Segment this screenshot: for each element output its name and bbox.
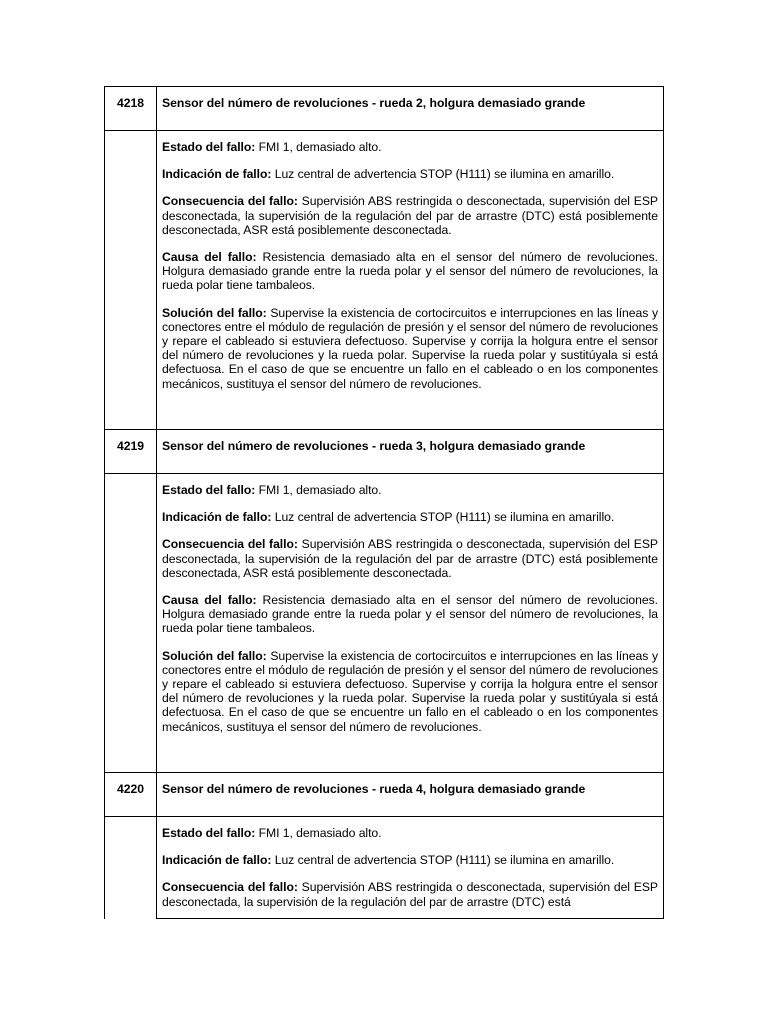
fault-status-text: FMI 1, demasiado alto. xyxy=(255,826,382,840)
fault-detail-row xyxy=(105,817,664,919)
fault-status xyxy=(162,483,658,497)
fault-indication-label: Indicación de fallo: xyxy=(162,853,272,868)
fault-indication-text: Luz central de advertencia STOP (H111) se ilumina en amarillo. xyxy=(271,510,615,525)
fault-cause-label: Causa del fallo: xyxy=(162,250,257,265)
fault-code: 4218 xyxy=(105,87,157,131)
fault-consequence xyxy=(162,194,658,237)
fault-indication-text: Luz central de advertencia STOP (H111) se ilumina en amarillo. xyxy=(271,853,615,868)
fault-status-text: FMI 1, demasiado alto. xyxy=(255,140,382,154)
code-column-spacer xyxy=(105,817,157,919)
fault-detail-row xyxy=(105,131,664,430)
fault-indication-label: Indicación de fallo: xyxy=(162,167,272,182)
fault-cause-label: Causa del fallo: xyxy=(162,593,257,608)
fault-header-row xyxy=(105,87,664,131)
fault-status-text: FMI 1, demasiado alto. xyxy=(255,483,382,497)
fault-solution xyxy=(162,306,658,391)
fault-solution-label: Solución del fallo: xyxy=(162,305,267,320)
fault-cause xyxy=(162,250,658,293)
fault-consequence-text: Supervisión ABS restringida o desconectada, supervisión del ESP desconectada, la supervisión de la regulación del par de arrastre (DTC) está posiblemente desconectada, ASR está posiblemente desconectada. xyxy=(162,537,658,580)
fault-consequence xyxy=(162,880,658,908)
fault-cause-text: Resistencia demasiado alta en el sensor del número de revoluciones. Holgura demasiado grande entre la rueda polar y el sensor del número de revoluciones, la rueda polar tiene tambaleos. xyxy=(162,250,658,293)
fault-indication-text: Luz central de advertencia STOP (H111) se ilumina en amarillo. xyxy=(271,167,615,182)
code-column-spacer xyxy=(105,131,157,430)
fault-header-row xyxy=(105,430,664,474)
fault-title: Sensor del número de revoluciones - rueda 3, holgura demasiado grande xyxy=(157,430,664,474)
fault-cause xyxy=(162,593,658,636)
fault-consequence-label: Consecuencia del fallo: xyxy=(162,880,298,895)
fault-consequence-text: Supervisión ABS restringida o desconectada, supervisión del ESP desconectada, la supervisión de la regulación del par de arrastre (DTC) está posiblemente desconectada, ASR está posiblemente desconectada. xyxy=(162,194,658,237)
fault-status-label: Estado del fallo: xyxy=(162,826,256,840)
fault-title: Sensor del número de revoluciones - rueda 4, holgura demasiado grande xyxy=(157,773,664,817)
fault-consequence xyxy=(162,537,658,580)
code-column-spacer xyxy=(105,474,157,773)
fault-details xyxy=(157,131,664,430)
fault-status-label: Estado del fallo: xyxy=(162,483,256,497)
fault-details xyxy=(157,474,664,773)
fault-code: 4219 xyxy=(105,430,157,474)
fault-status xyxy=(162,826,658,840)
fault-status-label: Estado del fallo: xyxy=(162,140,256,154)
fault-header-row xyxy=(105,773,664,817)
fault-details xyxy=(157,817,664,919)
fault-code: 4220 xyxy=(105,773,157,817)
fault-code-table xyxy=(104,86,664,919)
fault-solution-label: Solución del fallo: xyxy=(162,648,267,663)
fault-indication xyxy=(162,167,658,181)
fault-indication xyxy=(162,510,658,524)
fault-solution-text: Supervise la existencia de cortocircuitos e interrupciones en las líneas y conectores entre el módulo de regulación de presión y el sensor del número de revoluciones y repare el cableado si estuviera defectuoso. Supervise y corrija la holgura entre el sensor del número de revoluciones y la rueda polar. Supervise la rueda polar y sustitúyala si está defectuosa. En el caso de que se encuentre un fallo en el cableado o en los componentes mecánicos, sustituya el sensor del número de revoluciones. xyxy=(162,648,658,734)
fault-title: Sensor del número de revoluciones - rueda 2, holgura demasiado grande xyxy=(157,87,664,131)
fault-detail-row xyxy=(105,474,664,773)
fault-consequence-text: Supervisión ABS restringida o desconectada, supervisión del ESP desconectada, la supervisión de la regulación del par de arrastre (DTC) está xyxy=(162,880,658,909)
fault-consequence-label: Consecuencia del fallo: xyxy=(162,194,298,209)
fault-consequence-label: Consecuencia del fallo: xyxy=(162,537,298,552)
fault-indication-label: Indicación de fallo: xyxy=(162,510,272,525)
fault-status xyxy=(162,140,658,154)
fault-solution xyxy=(162,649,658,734)
fault-indication xyxy=(162,853,658,867)
fault-solution-text: Supervise la existencia de cortocircuitos e interrupciones en las líneas y conectores entre el módulo de regulación de presión y el sensor del número de revoluciones y repare el cableado si estuviera defectuoso. Supervise y corrija la holgura entre el sensor del número de revoluciones y la rueda polar. Supervise la rueda polar y sustitúyala si está defectuosa. En el caso de que se encuentre un fallo en el cableado o en los componentes mecánicos, sustituya el sensor del número de revoluciones. xyxy=(162,305,658,391)
fault-cause-text: Resistencia demasiado alta en el sensor del número de revoluciones. Holgura demasiado grande entre la rueda polar y el sensor del número de revoluciones, la rueda polar tiene tambaleos. xyxy=(162,593,658,636)
